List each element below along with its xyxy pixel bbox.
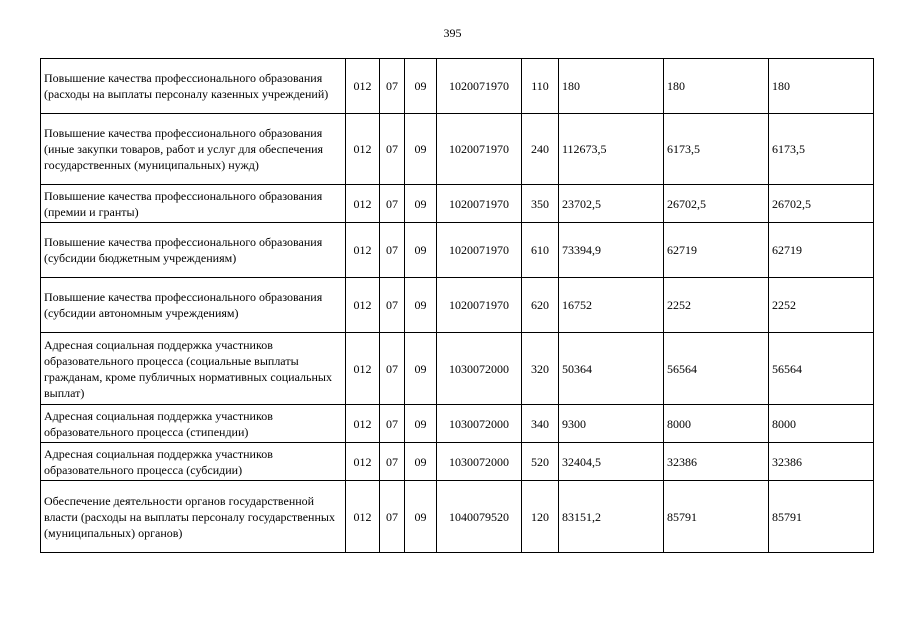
section-code: 07 <box>380 443 405 481</box>
row-name: Адресная социальная поддержка участников образовательного процесса (субсидии) <box>41 443 346 481</box>
ministry-code: 012 <box>346 223 380 278</box>
section-code: 07 <box>380 223 405 278</box>
expense-type-code: 320 <box>522 333 559 405</box>
amount-year-2: 56564 <box>664 333 769 405</box>
table-row <box>41 443 874 481</box>
row-name: Адресная социальная поддержка участников образовательного процесса (стипендии) <box>41 405 346 443</box>
row-name: Повышение качества профессионального образования (субсидии бюджетным учреждениям) <box>41 223 346 278</box>
amount-year-3: 85791 <box>769 481 874 553</box>
ministry-code: 012 <box>346 333 380 405</box>
section-code: 07 <box>380 405 405 443</box>
expense-type-code: 240 <box>522 114 559 185</box>
target-article-code: 1020071970 <box>437 278 522 333</box>
subsection-code: 09 <box>405 59 437 114</box>
amount-year-3: 62719 <box>769 223 874 278</box>
ministry-code: 012 <box>346 185 380 223</box>
amount-year-1: 73394,9 <box>559 223 664 278</box>
expense-type-code: 620 <box>522 278 559 333</box>
section-code: 07 <box>380 114 405 185</box>
expense-type-code: 520 <box>522 443 559 481</box>
ministry-code: 012 <box>346 59 380 114</box>
table-row <box>41 114 874 185</box>
amount-year-1: 16752 <box>559 278 664 333</box>
section-code: 07 <box>380 481 405 553</box>
ministry-code: 012 <box>346 443 380 481</box>
expense-type-code: 610 <box>522 223 559 278</box>
amount-year-2: 62719 <box>664 223 769 278</box>
amount-year-2: 85791 <box>664 481 769 553</box>
amount-year-2: 6173,5 <box>664 114 769 185</box>
section-code: 07 <box>380 59 405 114</box>
subsection-code: 09 <box>405 481 437 553</box>
target-article-code: 1030072000 <box>437 443 522 481</box>
subsection-code: 09 <box>405 223 437 278</box>
target-article-code: 1020071970 <box>437 114 522 185</box>
amount-year-3: 26702,5 <box>769 185 874 223</box>
row-name: Повышение качества профессионального образования (иные закупки товаров, работ и услуг для обеспечения государственных (муниципальных) нужд) <box>41 114 346 185</box>
amount-year-2: 8000 <box>664 405 769 443</box>
table-body <box>41 59 874 553</box>
amount-year-2: 2252 <box>664 278 769 333</box>
subsection-code: 09 <box>405 278 437 333</box>
target-article-code: 1040079520 <box>437 481 522 553</box>
expense-type-code: 120 <box>522 481 559 553</box>
amount-year-2: 180 <box>664 59 769 114</box>
section-code: 07 <box>380 278 405 333</box>
subsection-code: 09 <box>405 185 437 223</box>
expense-type-code: 110 <box>522 59 559 114</box>
row-name: Адресная социальная поддержка участников образовательного процесса (социальные выплаты гражданам, кроме публичных нормативных социальных выплат) <box>41 333 346 405</box>
target-article-code: 1030072000 <box>437 333 522 405</box>
table-row <box>41 333 874 405</box>
amount-year-2: 26702,5 <box>664 185 769 223</box>
target-article-code: 1020071970 <box>437 223 522 278</box>
target-article-code: 1020071970 <box>437 59 522 114</box>
table-row <box>41 405 874 443</box>
subsection-code: 09 <box>405 333 437 405</box>
ministry-code: 012 <box>346 114 380 185</box>
table-row <box>41 185 874 223</box>
subsection-code: 09 <box>405 114 437 185</box>
row-name: Повышение качества профессионального образования (премии и гранты) <box>41 185 346 223</box>
amount-year-3: 56564 <box>769 333 874 405</box>
table-row <box>41 481 874 553</box>
amount-year-3: 2252 <box>769 278 874 333</box>
table-row <box>41 59 874 114</box>
ministry-code: 012 <box>346 405 380 443</box>
table-row <box>41 223 874 278</box>
amount-year-1: 112673,5 <box>559 114 664 185</box>
amount-year-1: 180 <box>559 59 664 114</box>
amount-year-2: 32386 <box>664 443 769 481</box>
expense-type-code: 340 <box>522 405 559 443</box>
budget-table <box>40 58 874 553</box>
expense-type-code: 350 <box>522 185 559 223</box>
row-name: Повышение качества профессионального образования (субсидии автономным учреждениям) <box>41 278 346 333</box>
amount-year-1: 23702,5 <box>559 185 664 223</box>
target-article-code: 1020071970 <box>437 185 522 223</box>
amount-year-1: 50364 <box>559 333 664 405</box>
table-row <box>41 278 874 333</box>
amount-year-3: 6173,5 <box>769 114 874 185</box>
row-name: Обеспечение деятельности органов государственной власти (расходы на выплаты персоналу государственных (муниципальных) органов) <box>41 481 346 553</box>
ministry-code: 012 <box>346 278 380 333</box>
page-number: 395 <box>443 26 462 40</box>
ministry-code: 012 <box>346 481 380 553</box>
section-code: 07 <box>380 185 405 223</box>
subsection-code: 09 <box>405 443 437 481</box>
subsection-code: 09 <box>405 405 437 443</box>
amount-year-3: 180 <box>769 59 874 114</box>
amount-year-1: 9300 <box>559 405 664 443</box>
amount-year-1: 32404,5 <box>559 443 664 481</box>
amount-year-3: 32386 <box>769 443 874 481</box>
amount-year-1: 83151,2 <box>559 481 664 553</box>
amount-year-3: 8000 <box>769 405 874 443</box>
target-article-code: 1030072000 <box>437 405 522 443</box>
section-code: 07 <box>380 333 405 405</box>
row-name: Повышение качества профессионального образования (расходы на выплаты персоналу казенных учреждений) <box>41 59 346 114</box>
